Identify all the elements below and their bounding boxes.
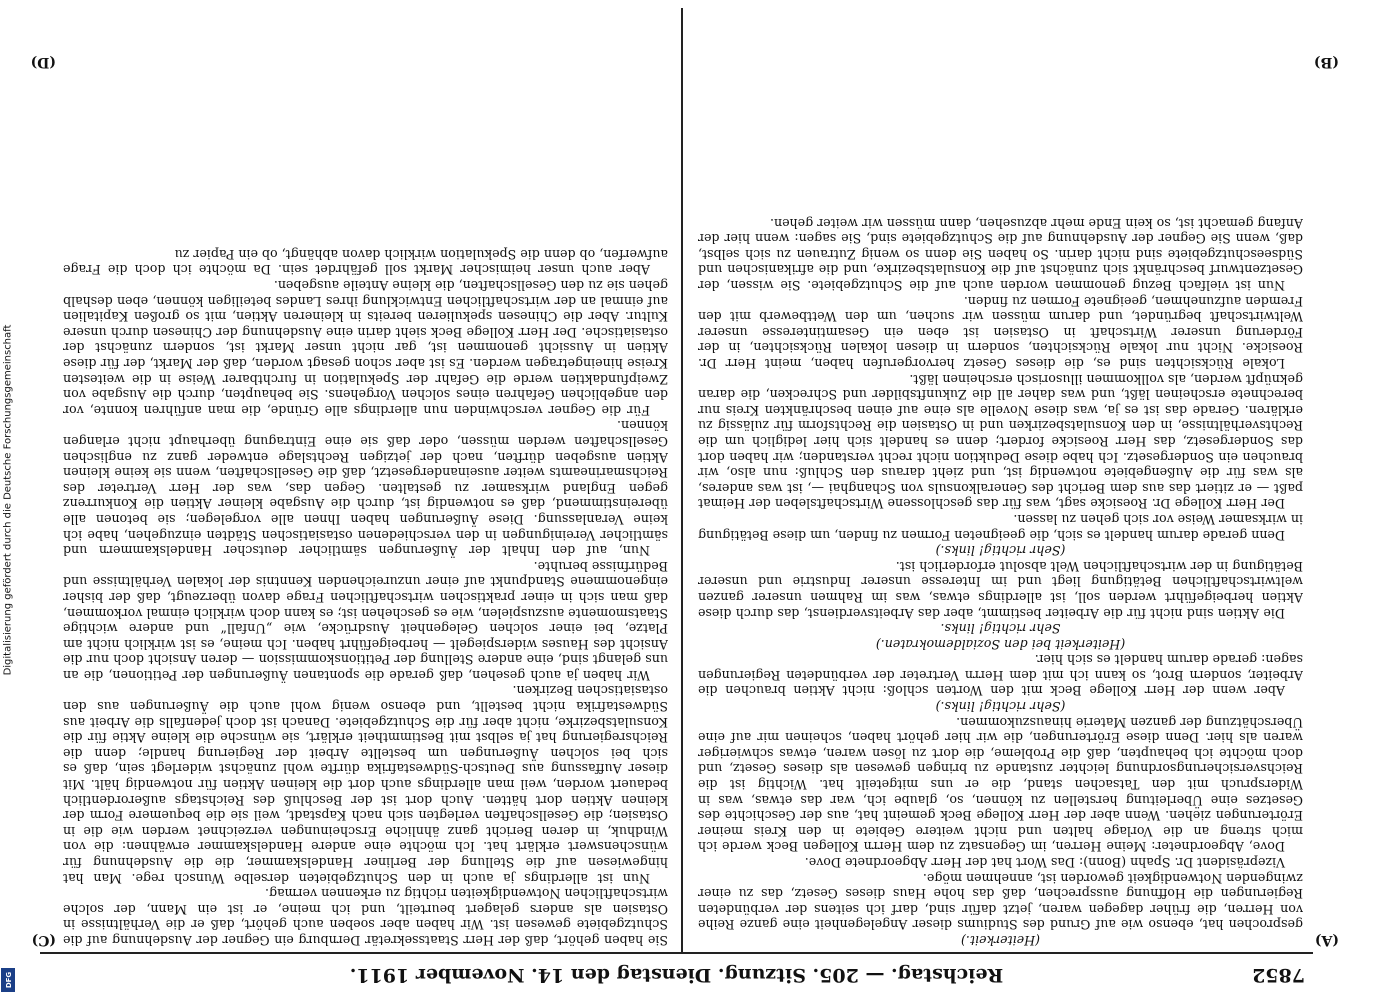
- page-header: [40, 958, 1313, 988]
- paragraph: Wir haben ja auch gesehen, daß gerade die spontanen Äußerungen der Petitionen, die an uns gelangt sind, eine andere Stellung der Petitionskommission — deren Ansicht doch nur die Ansicht des Hauses widerspiegelt — herbeigeführt haben. Ich meine, es ist wirklich nicht am Platze, bei einer solchen Gelegenheit Ausdrücke, wie „Unfall“ und andere wichtige Staatsmomente auszuspielen, wie es geschehen ist; es kann doch wirklich einmal vorkommen, daß man sich in einer praktischen wirtschaftlichen Frage davon überzeugt, daß der bisher eingenommene Standpunkt auf einer unzureichenden Kenntnis der lokalen Verhältnisse und Bedürfnisse beruhte.: [63, 558, 668, 683]
- margin-mark-c: (C): [31, 932, 56, 948]
- paragraph: Lokale Rücksichten sind es, die dieses Gesetz hervorgerufen haben, meint Herr Dr. Roesicke. Nicht nur lokale Rücksichten, sondern in diesen lokalen Rücksichten, in der Förderung unserer Wirtschaft in Ostasien ist eben ein Gesamtinteresse unserer Weltwirtschaft begründet, und darum müssen wir suchen, um den Wettbewerb mit den Fremden aufzunehmen, geeignete Formen zu finden.: [698, 293, 1303, 372]
- paragraph: Aber wenn der Herr Kollege Beck mit den Worten schloß: nicht Aktien brauchen die Arbeiter, sondern Brot, so kann ich mit dem Herrn Vertreter der verbündeten Regierungen sagen: gerade darum handelt es sich hier.: [698, 652, 1303, 699]
- paragraph: (Heiterkeit bei den Sozialdemokraten.): [875, 636, 1126, 652]
- paragraph: gesprochen hat, ebenso wie auf Grund des Studiums dieser Angelegenheit eine ganze Reihe von Herren, die früher dagegen waren, jetzt dafür sind, darf ich seitens der verbündeten Regierungen die Hoffnung aussprechen, daß das hohe Haus dieses Gesetz, das zu einer zwingenden Notwendigkeit geworden ist, annehmen möge.: [698, 870, 1303, 933]
- paragraph: Für die Gegner verschwinden nun allerdings alle Gründe, die man anführen konnte, vor den angeblichen Gefahren eines solchen Vorgehens. Sie behaupten, durch die Ausgabe von Zweipfundaktien werde die Gefahr der Spekulation in furchtbarer Weise in die weitesten Kreise hineingetragen werden. Es ist aber schon gesagt worden, daß der Markt, der für diese Aktien in Aussicht genommen ist, gar nicht unser Markt ist, sondern zunächst der ostasiatische. Der Herr Kollege Beck sieht darin eine Ausdehnung der Chinesen durch unsere Kultur. Aber die Chinesen spekulieren bereits in kleineren Aktien, mit so großen Kapitalien auf einmal an der wirtschaftlichen Entwicklung ihres Landes beteiligen können, eben deshalb gehen sie zu den Gesellschaften, die kleine Anteile ausgeben.: [63, 278, 668, 418]
- paragraph: Dove, Abgeordneter: Meine Herren, im Gegensatz zu dem Herrn Kollegen Beck werde ich mich streng an die Vorlage halten und nicht weitere Gebiete in den Kreis meiner Erörterungen ziehen. Wenn aber der Herr Kollege Beck gemeint hat, aus der Geschichte des Gesetzes eine Überleitung herstellen zu können, so, glaube ich, war das etwas, was in Widerspruch mit den Tatsachen stand, die er uns mitgeteilt hat. Wichtig ist die Reichsversicherungsordnung leichter zustande zu bringen gewesen als dieses Gesetz, und doch möchte ich behaupten, daß die Probleme, die dort zu lösen waren, etwas schwieriger waren als hier. Denn diese Erörterungen, die wir hier gehört haben, scheinen mir auf eine Überschätzung der ganzen Materie hinauszukommen.: [698, 714, 1303, 855]
- page-title: Reichstag. — 205. Sitzung. Dienstag den 14. November 1911.: [349, 964, 1004, 986]
- paragraph: Nun ist allerdings ja auch in den Schutzgebieten derselbe Wunsch rege. Man hat hingewiesen auf die Stellung der Berliner Handelskammer, die die Ausdehnung für wünschenswert erklärt hat. Ich möchte eine andere Handelskammer erwähnen: die von Windhuk, in deren Bericht ganz ähnliche Erscheinungen verzeichnet werden wie die in Ostasien; die Gesellschaften verlegten sich nach Kapstadt, weil sie die bequemere Form der kleinen Aktien dort hätten. Auch dort ist der Beschluß des Reichstags außerordentlich bedauert worden, weil man allerdings auch dort die kleinen Aktien für notwendig hält. Mit dieser Auffassung aus Deutsch-Südwestafrika dürfte wohl zunächst widerlegt sein, daß es sich bei solchen Äußerungen um bestellte Arbeit der Regierung handle; denn die Reichsregierung hat ja selbst mit Bestimmtheit erklärt, sie wünsche die kleine Aktie für die Konsulatsbezirke, nicht aber für die Schutzgebiete. Danach ist doch jedenfalls die Arbeit aus Südwestafrika nicht bestellt, und ebenso wenig wohl auch die Äußerungen aus den ostasiatischen Bezirken.: [63, 683, 668, 886]
- margin-mark-b: (B): [1313, 54, 1339, 70]
- right-column: [63, 10, 668, 948]
- paragraph: Der Herr Kollege Dr. Roesicke sagt, was für das geschlossene Wirtschaftsleben der Heimat paßt — er zitiert das aus dem Bericht des Generalkonsuls von Schanghai —, ist was anderes, als was für die Außengebiete notwendig ist, und zieht daraus den Schluß: nun also, wir brauchen ein Sondergesetz. Ich habe diese Deduktion nicht recht verstanden; wir haben dort das Sondergesetz, das Herr Roesicke fordert; denn es handelt sich hier lediglich um die Rechtsverhältnisse, in den Konsulatsbezirken und in Ostasien die Rechtsform für zulässig zu erklären. Gerade das ist es ja, was diese Novelle als eine auf einen beschränkten Kreis nur berechnete erscheinen läßt, und was daher all die Zukunftsbilder und Schrecken, die daran geknüpft werden, als vollkommen illusorisch erscheinen läßt.: [698, 371, 1303, 512]
- paragraph: Sehr richtig! links.: [940, 621, 1061, 637]
- paragraph: Denn gerade darum handelt es sich, die geeigneten Formen zu finden, um diese Betätigung in wirksamer Weise vor sich gehen zu lassen.: [698, 511, 1303, 543]
- margin-mark-d: (D): [30, 54, 56, 70]
- column-divider: [681, 8, 683, 952]
- dfg-logo-icon: [1, 968, 15, 992]
- paragraph: (Sehr richtig! links.): [935, 699, 1066, 715]
- paragraph: Vizepräsident Dr. Spahn (Bonn): Das Wort hat der Herr Abgeordnete Dove.: [804, 855, 1285, 871]
- paragraph: Nun ist vielfach Bezug genommen worden auch auf die Schutzgebiete. Sie wissen, der Gesetzentwurf beschränkt sich zunächst auf die Konsulatsbezirke, und die afrikanischen und Südseeschutzgebiete sind nicht darin. So haben Sie denn so wenig Zutrauen zu sich selbst, daß, wenn Sie Gegner der Ausdehnung auf die Schutzgebiete sind, Sie sagen: wenn hier der Anfang gemacht ist, so kein Ende mehr abzusehen, dann müssen wir weiter gehen.: [698, 215, 1303, 294]
- paragraph: Aber auch unser heimischer Markt soll gefährdet sein. Da möchte ich doch die Frage aufwerfen, ob denn die Spekulation wirklich davon abhängt, ob ein Papier zu: [63, 246, 668, 278]
- paragraph: Nun, auf den Inhalt der Äußerungen sämtlicher deutscher Handelskammern und sämtlicher Vereinigungen in den verschiedenen ostasiatischen Städten einzugehen, habe ich keine Veranlassung. Diese Äußerungen haben Ihnen alle vorgelegen; sie betonen alle übereinstimmend, daß es notwendig ist, durch die Ausgabe kleiner Aktien die Konkurrenz gegen England wirksamer zu gestalten. Gegen das, was der Herr Vertreter des Reichsmarineamts weiter auseinandergesetzt, daß die Gesellschaften, wenn sie keine kleinen Aktien ausgeben dürften, nach der jetzigen Rechtslage entweder ganz zu englischen Gesellschaften werden müssen, oder daß sie eine Eintragung überhaupt nicht erlangen können.: [63, 418, 668, 559]
- logo-text: DFG: [5, 971, 14, 989]
- header-rule: [40, 952, 1313, 954]
- credit-text: Digitalisierung gefördert durch die Deutsche Forschungsgemeinschaft: [2, 324, 14, 676]
- margin-mark-a: (A): [1314, 932, 1339, 948]
- paragraph: (Sehr richtig! links.): [935, 543, 1066, 559]
- page-number: 7852: [1252, 964, 1305, 986]
- paragraph: Die Aktien sind nicht für die Arbeiter bestimmt, aber das Arbeitsverdienst, das durch diese Aktien herbeigeführt werden soll, ist allerdings etwas, was im Rahmen unserer ganzen weltwirtschaftlichen Betätigung liegt und im Interesse unserer Industrie und unserer Betätigung in der wirtschaftlichen Welt absolut erforderlich ist.: [698, 558, 1303, 621]
- left-column: [698, 10, 1303, 948]
- paragraph: (Heiterkeit.): [961, 933, 1040, 948]
- paragraph: Sie haben gehört, daß der Herr Staatssekretär Dernburg ein Gegner der Ausdehnung auf die Schutzgebiete gewesen ist. Wir haben aber soeben auch gehört, daß er die Verhältnisse in Ostasien als anders gelagert beurteilt, und ich meine, er ist ein Mann, der solche wirtschaftlichen Notwendigkeiten richtig zu erkennen vermag.: [63, 886, 668, 948]
